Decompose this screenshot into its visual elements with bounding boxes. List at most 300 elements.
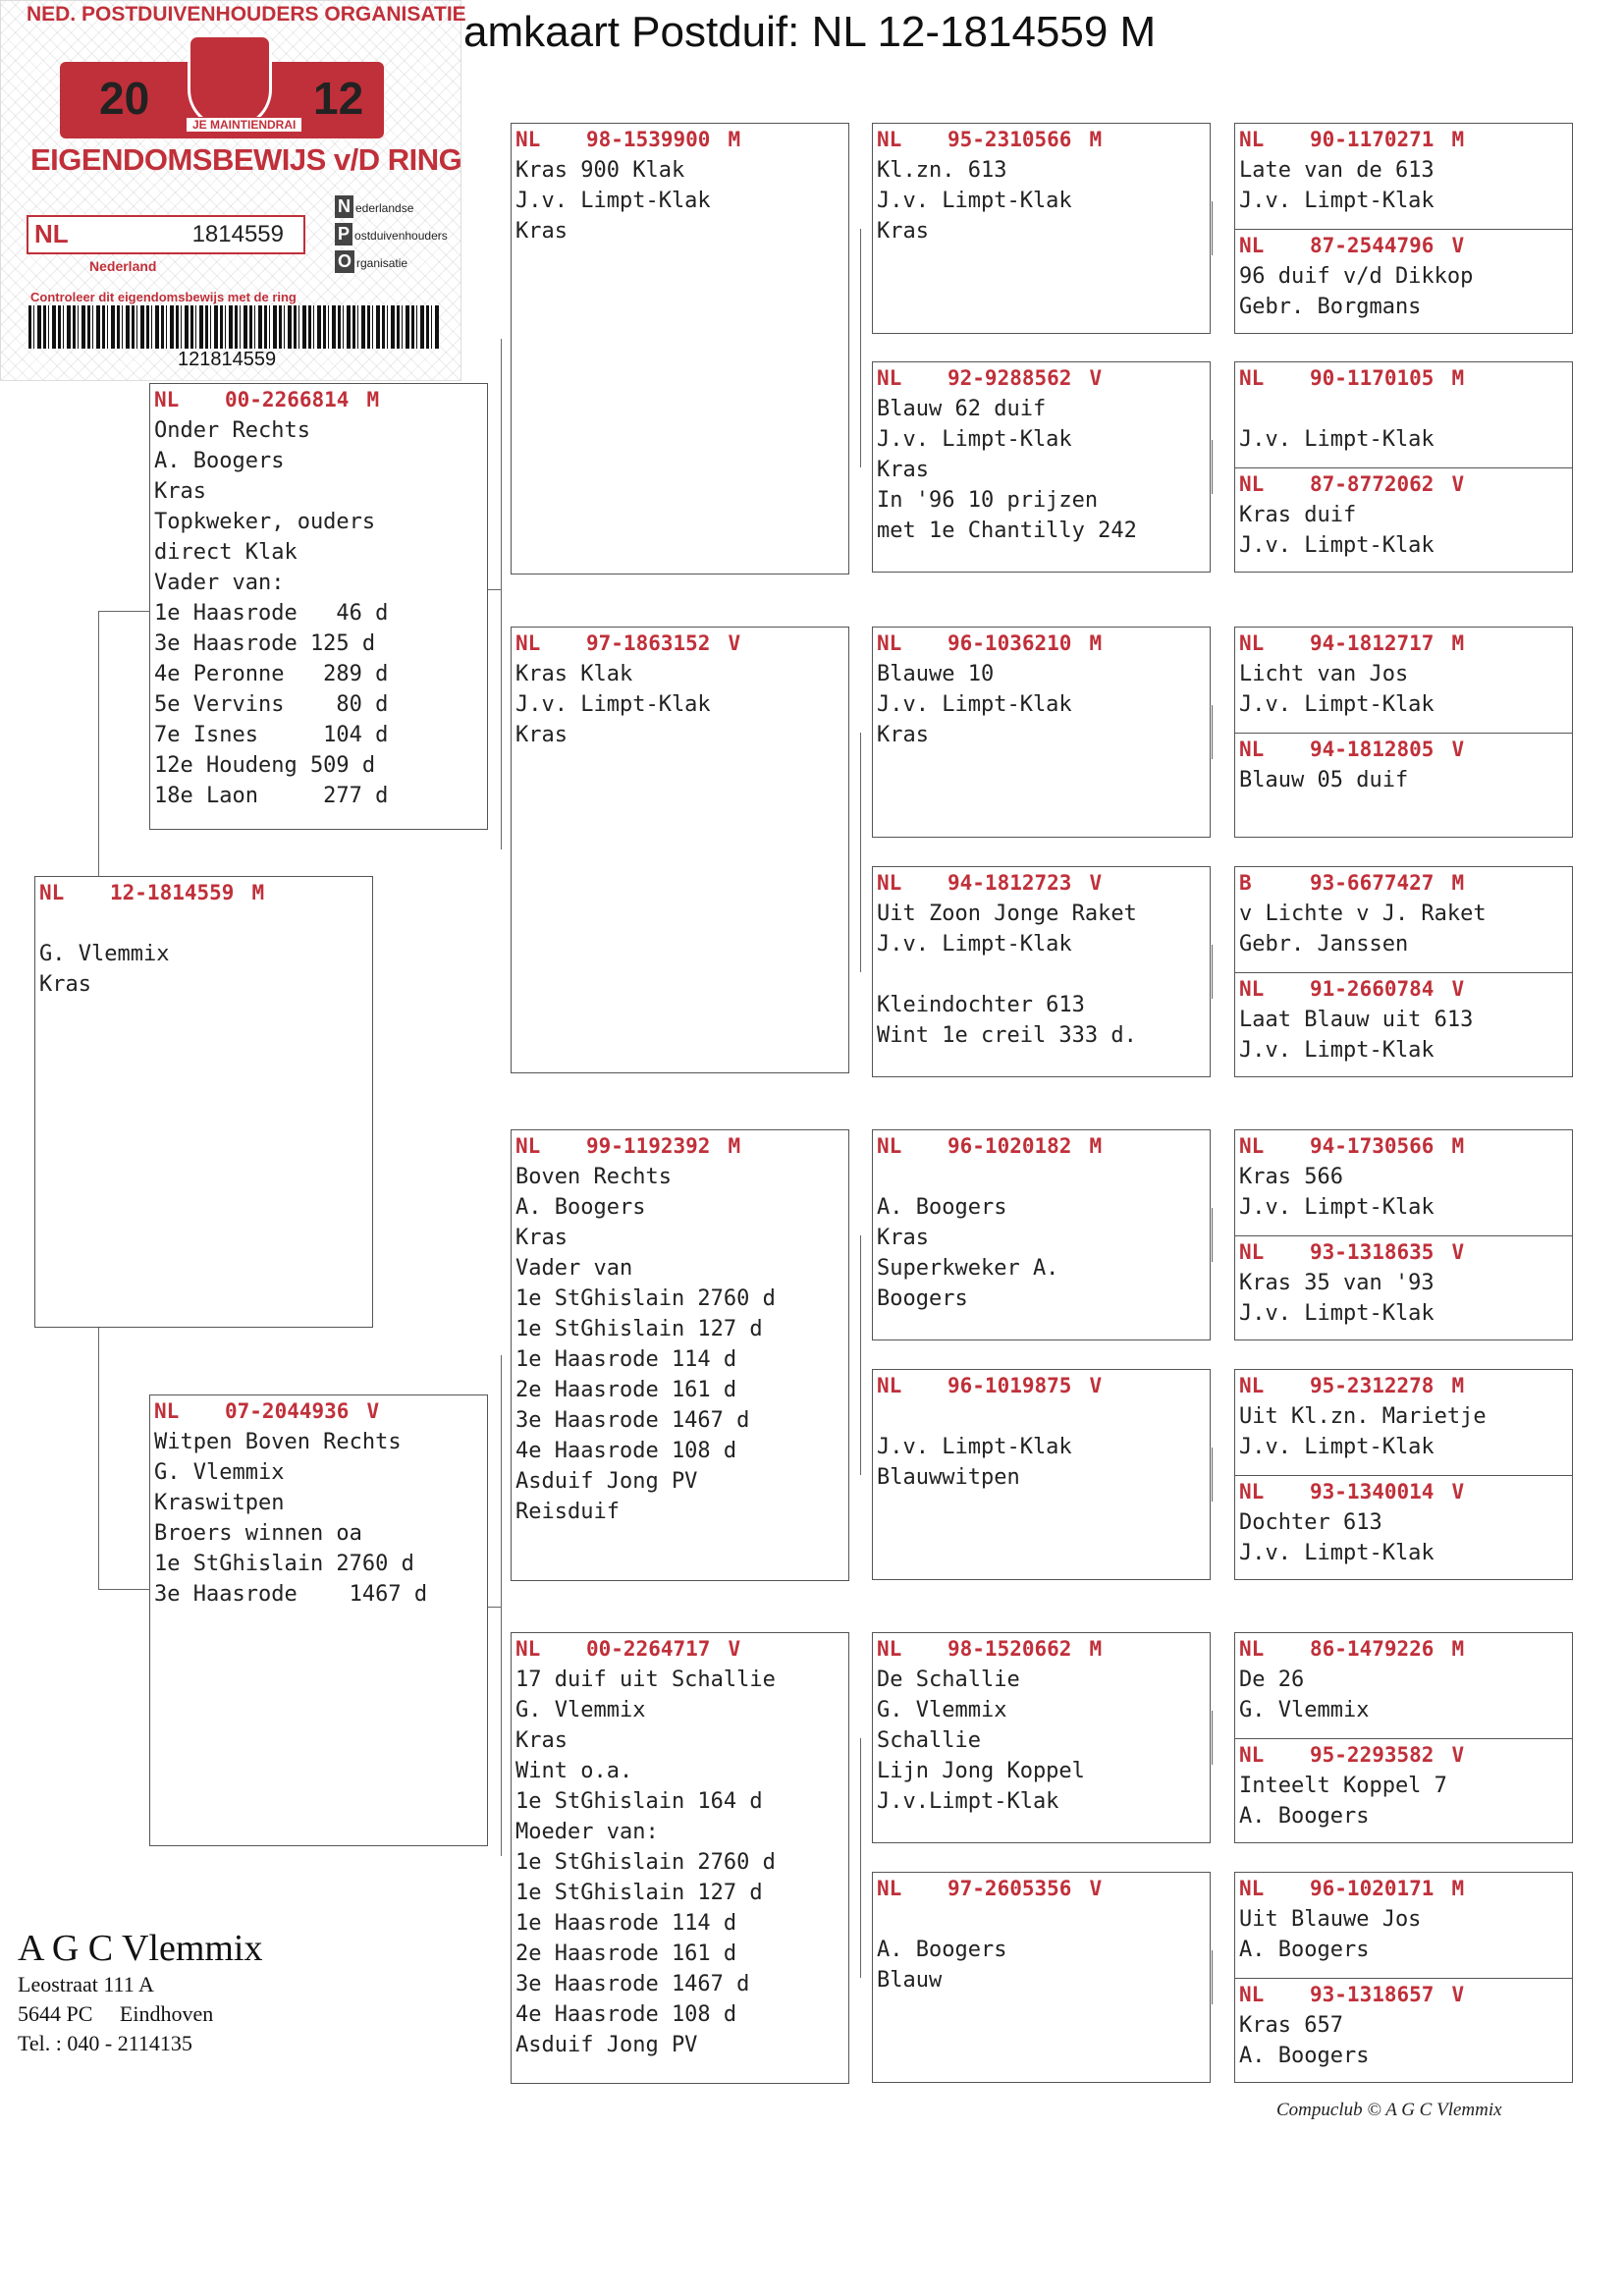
sex-marker: M bbox=[1089, 631, 1103, 655]
country-code: NL bbox=[515, 631, 541, 655]
pedigree-line bbox=[1235, 394, 1572, 424]
pedigree-line: J.v. Limpt-Klak bbox=[1239, 1195, 1435, 1220]
pedigree-connector bbox=[98, 1328, 150, 1590]
great-great-grandsire-ring bbox=[1235, 362, 1572, 394]
ring-number: 07-2044936 bbox=[225, 1399, 350, 1423]
certificate-motto: JE MAINTIENDRAI bbox=[186, 117, 302, 133]
country-code: NL bbox=[1239, 631, 1265, 655]
pedigree-line: Dochter 613 bbox=[1239, 1510, 1382, 1535]
great-great-grandsire bbox=[1235, 362, 1572, 467]
pedigree-line bbox=[873, 1904, 1210, 1935]
great-great-granddam-ring bbox=[1235, 468, 1572, 500]
pedigree-line: Witpen Boven Rechts bbox=[154, 1430, 402, 1454]
sex-marker: M bbox=[1451, 1374, 1465, 1397]
npo-line-2: P ostduivenhouders bbox=[335, 223, 448, 246]
great-grandparent-box-ring bbox=[873, 362, 1210, 394]
country-code: NL bbox=[877, 1877, 902, 1900]
ring-number-box bbox=[27, 215, 305, 254]
ring-number: 98-1520662 bbox=[947, 1637, 1072, 1661]
subject-box bbox=[34, 876, 373, 1328]
grandparent-box bbox=[511, 1632, 849, 2084]
great-great-grandsire-ring bbox=[1235, 124, 1572, 155]
pedigree-line: Licht van Jos bbox=[1239, 662, 1409, 686]
ring-number: 95-2310566 bbox=[947, 128, 1072, 151]
pedigree-line: Kleindochter 613 bbox=[877, 993, 1085, 1017]
pedigree-line: A. Boogers bbox=[154, 449, 285, 473]
ring-number: 93-1340014 bbox=[1310, 1480, 1435, 1503]
pedigree-line: 4e Peronne 289 d bbox=[154, 662, 389, 686]
ring-number: 90-1170271 bbox=[1310, 128, 1435, 151]
sex-marker: M bbox=[1451, 128, 1465, 151]
great-great-grandparent-pair bbox=[1234, 1369, 1573, 1580]
pedigree-connector bbox=[1212, 1711, 1235, 1765]
pedigree-line: Kras bbox=[877, 219, 929, 244]
country-code: NL bbox=[1239, 1240, 1265, 1264]
lion-shield-icon bbox=[188, 34, 272, 129]
pedigree-line: 1e StGhislain 2760 d bbox=[515, 1286, 776, 1311]
pedigree-line: Kras bbox=[877, 723, 929, 747]
grandparent-box-ring bbox=[512, 628, 848, 659]
grandparent-box-ring bbox=[512, 1130, 848, 1162]
pedigree-line: 1e StGhislain 127 d bbox=[515, 1317, 763, 1341]
sex-marker: V bbox=[366, 1399, 380, 1423]
dam-box bbox=[149, 1394, 488, 1846]
sire-box-ring bbox=[150, 384, 487, 415]
npo-line-3: O rganisatie bbox=[335, 250, 407, 273]
great-great-granddam-ring bbox=[1235, 1739, 1572, 1771]
certificate-country: Nederland bbox=[89, 258, 157, 274]
country-code: NL bbox=[1239, 366, 1265, 390]
pedigree-line: direct Klak bbox=[154, 540, 298, 565]
pedigree-connector bbox=[488, 1607, 501, 1609]
pedigree-line: G. Vlemmix bbox=[877, 1698, 1007, 1722]
sex-marker: M bbox=[728, 128, 741, 151]
pedigree-line: Onder Rechts bbox=[154, 418, 310, 443]
country-code: NL bbox=[877, 1134, 902, 1158]
pedigree-line: 1e StGhislain 2760 d bbox=[154, 1552, 414, 1576]
pedigree-line: De Schallie bbox=[877, 1667, 1020, 1692]
pedigree-connector bbox=[1212, 1208, 1235, 1262]
pedigree-line: 3e Haasrode 125 d bbox=[154, 631, 376, 656]
ring-number: 96-1020182 bbox=[947, 1134, 1072, 1158]
sex-marker: M bbox=[1089, 1134, 1103, 1158]
pedigree-line: J.v. Limpt-Klak bbox=[1239, 189, 1435, 213]
pedigree-line: 2e Haasrode 161 d bbox=[515, 1941, 737, 1966]
pedigree-line: Blauwe 10 bbox=[877, 662, 995, 686]
sex-marker: M bbox=[1451, 366, 1465, 390]
ring-number: 96-1036210 bbox=[947, 631, 1072, 655]
grandparent-box-ring bbox=[512, 124, 848, 155]
great-grandparent-box-ring bbox=[873, 1873, 1210, 1904]
country-code: NL bbox=[1239, 1983, 1265, 2006]
pedigree-line: Boven Rechts bbox=[515, 1165, 672, 1189]
sex-marker: V bbox=[728, 631, 741, 655]
pedigree-line: J.v. Limpt-Klak bbox=[1239, 1541, 1435, 1565]
sex-marker: V bbox=[1451, 1743, 1465, 1767]
sex-marker: M bbox=[1451, 1134, 1465, 1158]
great-great-granddam bbox=[1235, 1738, 1572, 1844]
great-great-grandsire bbox=[1235, 867, 1572, 972]
pedigree-line: Kras 566 bbox=[1239, 1165, 1343, 1189]
pedigree-line: G. Vlemmix bbox=[515, 1698, 646, 1722]
pedigree-line: 3e Haasrode 1467 d bbox=[515, 1972, 750, 1996]
pedigree-line: A. Boogers bbox=[515, 1195, 646, 1220]
pedigree-line: Uit Kl.zn. Marietje bbox=[1239, 1404, 1487, 1429]
sex-marker: M bbox=[366, 388, 380, 411]
owner-address-2: 5644 PC Eindhoven bbox=[18, 2001, 214, 2026]
pedigree-line: 1e StGhislain 127 d bbox=[515, 1881, 763, 1905]
owner-address-1: Leostraat 111 A bbox=[18, 1972, 154, 1996]
pedigree-connector bbox=[501, 339, 512, 849]
pedigree-line: Kras bbox=[877, 1226, 929, 1250]
great-great-grandsire bbox=[1235, 1370, 1572, 1475]
great-grandparent-box-ring bbox=[873, 867, 1210, 899]
sex-marker: V bbox=[1451, 472, 1465, 496]
great-great-grandparent-pair bbox=[1234, 866, 1573, 1077]
owner-name: A G C Vlemmix bbox=[18, 1928, 263, 1969]
great-great-granddam-ring bbox=[1235, 1236, 1572, 1268]
great-great-grandsire-ring bbox=[1235, 1130, 1572, 1162]
pedigree-connector bbox=[860, 1235, 873, 1475]
pedigree-line: Kras bbox=[39, 972, 91, 997]
great-grandparent-box bbox=[872, 627, 1211, 838]
page-title: amkaart Postduif: NL 12-1814559 M bbox=[463, 8, 1157, 56]
country-code: NL bbox=[877, 128, 902, 151]
country-code: NL bbox=[1239, 234, 1265, 257]
pedigree-line: Superkweker A. bbox=[877, 1256, 1059, 1281]
great-grandparent-box bbox=[872, 123, 1211, 334]
pedigree-line: A. Boogers bbox=[877, 1195, 1007, 1220]
sex-marker: M bbox=[728, 1134, 741, 1158]
pedigree-line: J.v. Limpt-Klak bbox=[1239, 1435, 1435, 1459]
npo-line-1: N ederlandse bbox=[335, 195, 413, 218]
ownership-certificate bbox=[0, 0, 466, 381]
sex-marker: V bbox=[1451, 977, 1465, 1001]
country-code: NL bbox=[154, 388, 180, 411]
certificate-heading: EIGENDOMSBEWIJS v/D RING bbox=[30, 142, 462, 177]
pedigree-line: Kras bbox=[515, 723, 568, 747]
sex-marker: M bbox=[1451, 871, 1465, 895]
pedigree-line bbox=[873, 1401, 1210, 1432]
pedigree-line: J.v. Limpt-Klak bbox=[515, 189, 711, 213]
barcode bbox=[28, 305, 439, 349]
pedigree-line: 96 duif v/d Dikkop bbox=[1239, 264, 1474, 289]
great-great-granddam bbox=[1235, 1978, 1572, 2084]
pedigree-line: Kl.zn. 613 bbox=[877, 158, 1007, 183]
ring-number: 91-2660784 bbox=[1310, 977, 1435, 1001]
pedigree-line: Vader van bbox=[515, 1256, 633, 1281]
pedigree-line: Kras 657 bbox=[1239, 2013, 1343, 2038]
pedigree-line bbox=[873, 1162, 1210, 1192]
pedigree-line: J.v. Limpt-Klak bbox=[877, 189, 1072, 213]
ring-number: 12-1814559 bbox=[110, 881, 235, 904]
great-great-granddam-ring bbox=[1235, 1476, 1572, 1507]
sex-marker: V bbox=[1451, 738, 1465, 761]
great-great-grandsire-ring bbox=[1235, 1873, 1572, 1904]
ring-number: 94-1812805 bbox=[1310, 738, 1435, 761]
certificate-org: NED. POSTDUIVENHOUDERS ORGANISATIE bbox=[27, 3, 466, 26]
pedigree-line: Blauw 05 duif bbox=[1239, 768, 1409, 793]
sex-marker: M bbox=[1089, 128, 1103, 151]
pedigree-line: 5e Vervins 80 d bbox=[154, 692, 389, 717]
pedigree-connector bbox=[860, 1738, 873, 1978]
great-great-grandsire-ring bbox=[1235, 1633, 1572, 1665]
pedigree-line: G. Vlemmix bbox=[39, 942, 170, 966]
great-grandparent-box-ring bbox=[873, 1370, 1210, 1401]
sex-marker: V bbox=[1089, 1374, 1103, 1397]
great-great-grandsire bbox=[1235, 124, 1572, 229]
ring-country: NL bbox=[34, 219, 69, 248]
certificate-control-text: Controleer dit eigendomsbewijs met de ring bbox=[30, 290, 297, 304]
ring-number: 94-1812717 bbox=[1310, 631, 1435, 655]
ring-number: 00-2266814 bbox=[225, 388, 350, 411]
pedigree-line: Schallie bbox=[877, 1728, 981, 1753]
country-code: NL bbox=[1239, 472, 1265, 496]
sex-marker: V bbox=[728, 1637, 741, 1661]
pedigree-line: G. Vlemmix bbox=[154, 1460, 285, 1485]
year-left: 20 bbox=[99, 73, 150, 124]
pedigree-line: A. Boogers bbox=[1239, 2044, 1370, 2068]
country-code: NL bbox=[877, 1637, 902, 1661]
pedigree-line: De 26 bbox=[1239, 1667, 1305, 1692]
pedigree-line: Lijn Jong Koppel bbox=[877, 1759, 1085, 1783]
pedigree-connector bbox=[98, 611, 150, 877]
pedigree-line: 17 duif uit Schallie bbox=[515, 1667, 776, 1692]
ring-number: 87-2544796 bbox=[1310, 234, 1435, 257]
pedigree-line: Reisduif bbox=[515, 1500, 620, 1524]
country-code: NL bbox=[1239, 977, 1265, 1001]
sex-marker: V bbox=[1451, 1983, 1465, 2006]
year-right: 12 bbox=[313, 73, 364, 124]
pedigree-connector bbox=[1212, 945, 1235, 999]
country-code: NL bbox=[1239, 1374, 1265, 1397]
country-code: NL bbox=[1239, 128, 1265, 151]
great-grandparent-box-ring bbox=[873, 1633, 1210, 1665]
pedigree-line: Kraswitpen bbox=[154, 1491, 285, 1515]
sex-marker: V bbox=[1089, 366, 1103, 390]
ring-number: 94-1812723 bbox=[947, 871, 1072, 895]
pedigree-line: Kras bbox=[515, 219, 568, 244]
pedigree-line: 4e Haasrode 108 d bbox=[515, 2002, 737, 2027]
pedigree-line: Uit Zoon Jonge Raket bbox=[877, 902, 1137, 926]
grandparent-box bbox=[511, 123, 849, 574]
pedigree-line: 2e Haasrode 161 d bbox=[515, 1378, 737, 1402]
country-code: NL bbox=[515, 128, 541, 151]
pedigree-line: Wint o.a. bbox=[515, 1759, 633, 1783]
pedigree-connector bbox=[1212, 440, 1235, 494]
country-code: NL bbox=[515, 1134, 541, 1158]
pedigree-line: Kras 35 van '93 bbox=[1239, 1271, 1435, 1295]
pedigree-line: Kras bbox=[154, 479, 206, 504]
great-great-granddam bbox=[1235, 1475, 1572, 1581]
country-code: NL bbox=[1239, 1637, 1265, 1661]
great-grandparent-box bbox=[872, 1872, 1211, 2083]
pedigree-line: 4e Haasrode 108 d bbox=[515, 1439, 737, 1463]
pedigree-line: J.v.Limpt-Klak bbox=[877, 1789, 1059, 1814]
grandparent-box bbox=[511, 1129, 849, 1581]
pedigree-connector bbox=[1212, 1448, 1235, 1502]
pedigree-connector bbox=[1212, 705, 1235, 759]
pedigree-line: G. Vlemmix bbox=[1239, 1698, 1370, 1722]
pedigree-line: 1e StGhislain 164 d bbox=[515, 1789, 763, 1814]
great-grandparent-box-ring bbox=[873, 124, 1210, 155]
pedigree-connector bbox=[1212, 1950, 1235, 2004]
pedigree-line: A. Boogers bbox=[877, 1938, 1007, 1962]
pedigree-line: Late van de 613 bbox=[1239, 158, 1435, 183]
ring-number: 87-8772062 bbox=[1310, 472, 1435, 496]
pedigree-line: v Lichte v J. Raket bbox=[1239, 902, 1487, 926]
great-great-granddam bbox=[1235, 972, 1572, 1078]
great-great-granddam-ring bbox=[1235, 1979, 1572, 2010]
sex-marker: M bbox=[1451, 1877, 1465, 1900]
pedigree-line: 12e Houdeng 509 d bbox=[154, 753, 376, 778]
ring-number: 96-1020171 bbox=[1310, 1877, 1435, 1900]
sex-marker: V bbox=[1451, 1480, 1465, 1503]
pedigree-line: 1e Haasrode 114 d bbox=[515, 1911, 737, 1936]
country-code: NL bbox=[39, 881, 65, 904]
pedigree-line: Broers winnen oa bbox=[154, 1521, 362, 1546]
country-code: NL bbox=[154, 1399, 180, 1423]
ring-number: 94-1730566 bbox=[1310, 1134, 1435, 1158]
pedigree-line: J.v. Limpt-Klak bbox=[1239, 1038, 1435, 1063]
great-great-granddam-ring bbox=[1235, 230, 1572, 261]
ring-number: 00-2264717 bbox=[586, 1637, 711, 1661]
country-code: B bbox=[1239, 871, 1252, 895]
pedigree-connector bbox=[488, 589, 501, 591]
pedigree-line: Kras bbox=[515, 1226, 568, 1250]
ring-number: 93-1318657 bbox=[1310, 1983, 1435, 2006]
great-great-grandparent-pair bbox=[1234, 627, 1573, 838]
pedigree-line: 18e Laon 277 d bbox=[154, 784, 389, 808]
pedigree-line: J.v. Limpt-Klak bbox=[877, 1435, 1072, 1459]
pedigree-connector bbox=[501, 1355, 512, 1856]
great-great-grandparent-pair bbox=[1234, 361, 1573, 573]
ring-number: 95-2312278 bbox=[1310, 1374, 1435, 1397]
great-grandparent-box-ring bbox=[873, 628, 1210, 659]
pedigree-connector bbox=[1212, 201, 1235, 255]
pedigree-line: 1e StGhislain 2760 d bbox=[515, 1850, 776, 1875]
pedigree-line: Boogers bbox=[877, 1286, 968, 1311]
pedigree-line bbox=[873, 959, 1210, 990]
sex-marker: V bbox=[1089, 871, 1103, 895]
sex-marker: M bbox=[1089, 1637, 1103, 1661]
great-great-grandsire bbox=[1235, 1633, 1572, 1738]
pedigree-line: Asduif Jong PV bbox=[515, 1469, 698, 1494]
pedigree-line: A. Boogers bbox=[1239, 1804, 1370, 1829]
great-great-granddam bbox=[1235, 1235, 1572, 1341]
pedigree-line: J.v. Limpt-Klak bbox=[1239, 1301, 1435, 1326]
ring-number: 97-2605356 bbox=[947, 1877, 1072, 1900]
pedigree-line: J.v. Limpt-Klak bbox=[877, 427, 1072, 452]
pedigree-connector bbox=[860, 733, 873, 972]
pedigree-line: J.v. Limpt-Klak bbox=[515, 692, 711, 717]
great-great-grandsire-ring bbox=[1235, 1370, 1572, 1401]
pedigree-line: Gebr. Janssen bbox=[1239, 932, 1409, 957]
great-grandparent-box bbox=[872, 1369, 1211, 1580]
subject-box-ring bbox=[35, 877, 372, 908]
pedigree-line: 7e Isnes 104 d bbox=[154, 723, 389, 747]
owner-address-3: Tel. : 040 - 2114135 bbox=[18, 2031, 192, 2055]
great-grandparent-box bbox=[872, 866, 1211, 1077]
pedigree-line: J.v. Limpt-Klak bbox=[1239, 692, 1435, 717]
pedigree-line: Kras bbox=[515, 1728, 568, 1753]
pedigree-line: Wint 1e creil 333 d. bbox=[877, 1023, 1137, 1048]
pedigree-line: Blauwwitpen bbox=[877, 1465, 1020, 1490]
pedigree-line: Blauw 62 duif bbox=[877, 397, 1047, 421]
pedigree-line: met 1e Chantilly 242 bbox=[877, 519, 1137, 543]
great-great-grandparent-pair bbox=[1234, 1872, 1573, 2083]
pedigree-connector bbox=[860, 229, 873, 467]
pedigree-line: Gebr. Borgmans bbox=[1239, 295, 1422, 319]
pedigree-line: Inteelt Koppel 7 bbox=[1239, 1774, 1447, 1798]
ring-number: 93-6677427 bbox=[1310, 871, 1435, 895]
sex-marker: V bbox=[1089, 1877, 1103, 1900]
pedigree-line: Kras 900 Klak bbox=[515, 158, 685, 183]
sex-marker: M bbox=[1451, 631, 1465, 655]
owner-block bbox=[18, 1927, 263, 2058]
dam-box-ring bbox=[150, 1395, 487, 1427]
country-code: NL bbox=[515, 1637, 541, 1661]
ring-number: 86-1479226 bbox=[1310, 1637, 1435, 1661]
ring-number: 98-1539900 bbox=[586, 128, 711, 151]
great-great-granddam bbox=[1235, 467, 1572, 574]
great-great-granddam-ring bbox=[1235, 734, 1572, 765]
pedigree-line: J.v. Limpt-Klak bbox=[877, 692, 1072, 717]
country-code: NL bbox=[1239, 1877, 1265, 1900]
pedigree-line: Moeder van: bbox=[515, 1820, 659, 1844]
pedigree-line: Laat Blauw uit 613 bbox=[1239, 1008, 1474, 1032]
great-great-grandparent-pair bbox=[1234, 1632, 1573, 1843]
great-great-granddam-ring bbox=[1235, 973, 1572, 1005]
sex-marker: V bbox=[1451, 1240, 1465, 1264]
pedigree-line: Vader van: bbox=[154, 571, 285, 595]
great-grandparent-box bbox=[872, 361, 1211, 573]
pedigree-line: Uit Blauwe Jos bbox=[1239, 1907, 1422, 1932]
country-code: NL bbox=[1239, 1480, 1265, 1503]
great-great-grandparent-pair bbox=[1234, 123, 1573, 334]
sex-marker: M bbox=[1451, 1637, 1465, 1661]
great-great-granddam bbox=[1235, 229, 1572, 335]
pedigree-line: 1e Haasrode 46 d bbox=[154, 601, 389, 626]
pedigree-line: Topkweker, ouders bbox=[154, 510, 376, 534]
ring-number: 92-9288562 bbox=[947, 366, 1072, 390]
ring-number: 97-1863152 bbox=[586, 631, 711, 655]
country-code: NL bbox=[1239, 1743, 1265, 1767]
pedigree-line: J.v. Limpt-Klak bbox=[877, 932, 1072, 957]
great-great-grandsire-ring bbox=[1235, 867, 1572, 899]
ring-number: 90-1170105 bbox=[1310, 366, 1435, 390]
country-code: NL bbox=[877, 631, 902, 655]
pedigree-line: Kras duif bbox=[1239, 503, 1357, 527]
sire-box bbox=[149, 383, 488, 830]
sex-marker: V bbox=[1451, 234, 1465, 257]
pedigree-line: J.v. Limpt-Klak bbox=[1239, 533, 1435, 558]
pedigree-line: In '96 10 prijzen bbox=[877, 488, 1099, 513]
country-code: NL bbox=[877, 1374, 902, 1397]
pedigree-line: Blauw bbox=[877, 1968, 943, 1993]
country-code: NL bbox=[877, 871, 902, 895]
ring-number: 95-2293582 bbox=[1310, 1743, 1435, 1767]
great-great-grandsire bbox=[1235, 628, 1572, 733]
pedigree-line: 3e Haasrode 1467 d bbox=[515, 1408, 750, 1433]
great-great-grandsire bbox=[1235, 1130, 1572, 1235]
ring-number: 1814559 bbox=[191, 221, 284, 247]
pedigree-line: 3e Haasrode 1467 d bbox=[154, 1582, 428, 1607]
pedigree-line bbox=[35, 908, 372, 939]
pedigree-line: Asduif Jong PV bbox=[515, 2033, 698, 2057]
pedigree-line: 1e Haasrode 114 d bbox=[515, 1347, 737, 1372]
great-grandparent-box bbox=[872, 1129, 1211, 1340]
